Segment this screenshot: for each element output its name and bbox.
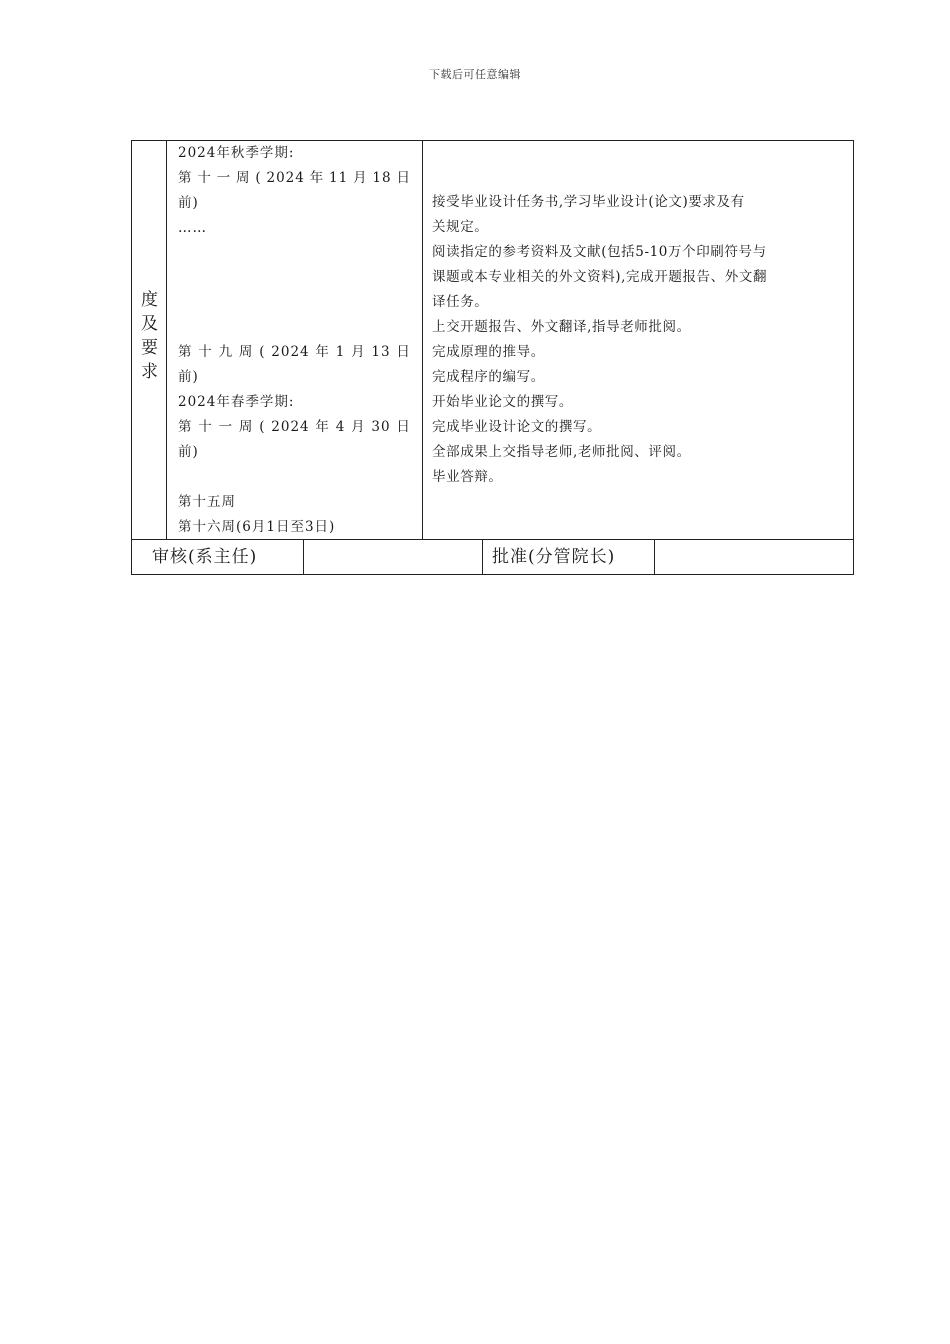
task-item: 全部成果上交指导老师,老师批阅、评阅。 bbox=[432, 444, 691, 460]
page-header: 下载后可任意编辑 bbox=[429, 68, 521, 81]
spring-week-11-line: 第 十 一 周 ( 2024 年 4 月 30 日 bbox=[178, 419, 411, 435]
row-label-char: 要 bbox=[141, 338, 158, 358]
row-label-char: 度 bbox=[141, 290, 158, 310]
task-item: 毕业答辩。 bbox=[432, 469, 503, 485]
task-item: 关规定。 bbox=[432, 219, 489, 235]
row-label-char: 及 bbox=[141, 314, 158, 334]
row-label-schedule-requirements bbox=[133, 288, 166, 384]
task-item: 接受毕业设计任务书,学习毕业设计(论文)要求及有 bbox=[432, 194, 745, 210]
task-item: 完成毕业设计论文的撰写。 bbox=[432, 419, 602, 435]
week-16: 第十六周(6月1日至3日) bbox=[178, 519, 336, 535]
review-signature-field[interactable] bbox=[310, 541, 475, 573]
week-11-line: 第 十 一 周 ( 2024 年 11 月 18 日 bbox=[178, 170, 411, 186]
task-list bbox=[432, 190, 846, 490]
task-item: 完成程序的编写。 bbox=[432, 369, 545, 385]
task-item: 完成原理的推导。 bbox=[432, 344, 545, 360]
task-item: 上交开题报告、外文翻译,指导老师批阅。 bbox=[432, 319, 691, 335]
week-11-before: 前) bbox=[178, 195, 199, 211]
autumn-semester-title: 2024年秋季学期: bbox=[178, 145, 295, 161]
task-item: 阅读指定的参考资料及文献(包括5-10万个印刷符号与 bbox=[432, 244, 767, 260]
row-label-char: 求 bbox=[141, 362, 158, 382]
ellipsis: …… bbox=[178, 220, 207, 236]
week-19-before: 前) bbox=[178, 369, 199, 385]
task-item: 课题或本专业相关的外文资料),完成开题报告、外文翻 bbox=[432, 269, 768, 285]
week-19-line: 第 十 九 周 ( 2024 年 1 月 13 日 bbox=[178, 344, 411, 360]
review-label: 审核(系主任) bbox=[152, 547, 258, 567]
schedule-column-top bbox=[178, 141, 411, 241]
spring-semester-title: 2024年春季学期: bbox=[178, 394, 295, 410]
approve-signature-field[interactable] bbox=[662, 541, 847, 573]
task-item: 开始毕业论文的撰写。 bbox=[432, 394, 573, 410]
schedule-column-bottom bbox=[178, 340, 411, 540]
spring-week-11-before: 前) bbox=[178, 444, 199, 460]
week-15: 第十五周 bbox=[178, 494, 236, 510]
task-item: 译任务。 bbox=[432, 294, 489, 310]
approve-label: 批准(分管院长) bbox=[492, 547, 616, 567]
